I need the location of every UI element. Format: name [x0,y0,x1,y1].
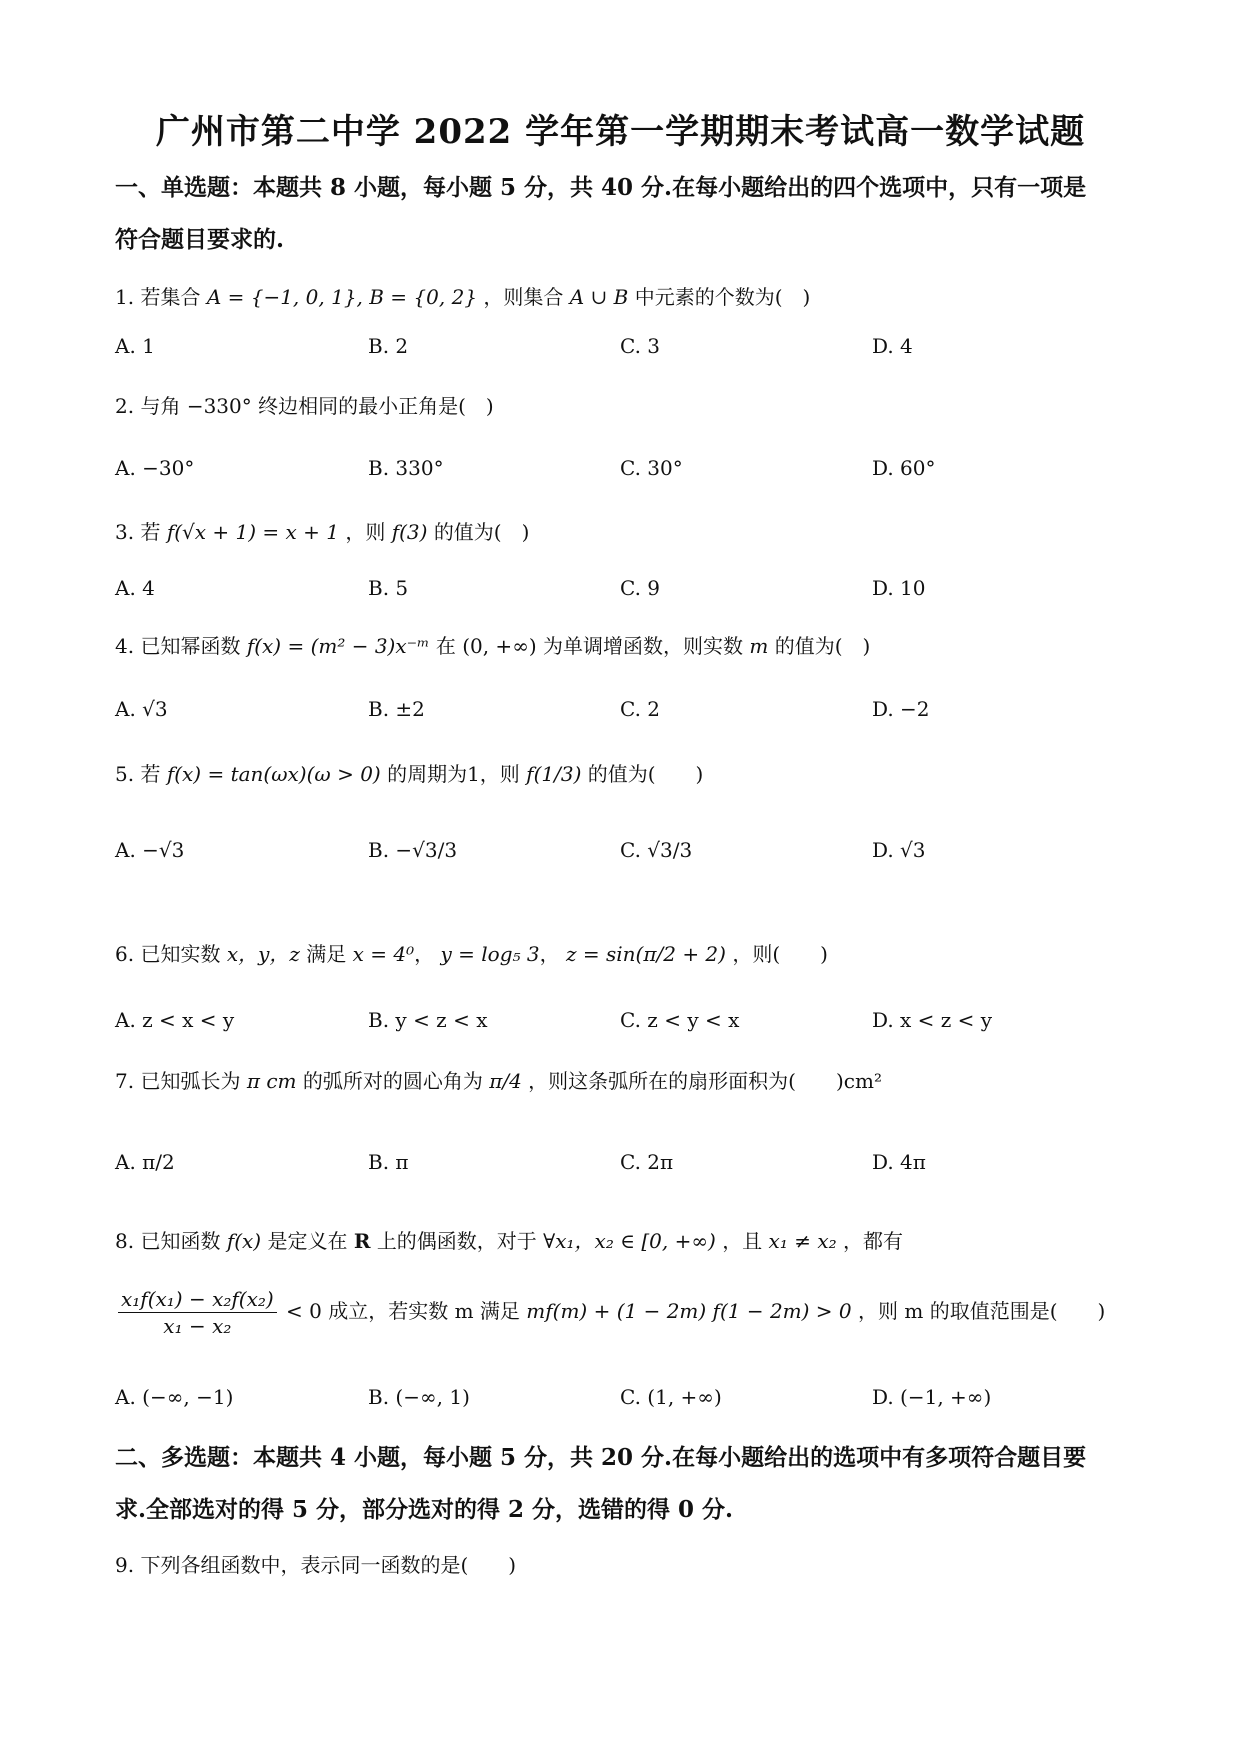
question-6-mid: 满足 [306,942,347,966]
question-9: 9. 下列各组函数中，表示同一函数的是( ) [115,1553,517,1577]
page-title: 广州市第二中学 2022 学年第一学期期末考试高一数学试题 [155,112,1086,152]
option-a[interactable]: A. 4 [115,576,155,600]
question-7-options [115,1150,1135,1190]
option-c[interactable]: C. √3/3 [620,838,693,862]
question-3-options [115,576,1135,616]
question-5-mid: 的周期为1，则 [387,762,520,786]
question-4-options [115,697,1135,737]
option-a[interactable]: A. π/2 [115,1150,175,1174]
question-3 [115,518,1135,546]
question-8-line-2 [115,1286,1135,1339]
option-b[interactable]: B. π [368,1150,409,1174]
option-b[interactable]: B. 5 [368,576,409,600]
question-1-suffix: 中元素的个数为( ) [634,285,811,309]
question-8-fraction [118,1286,277,1339]
question-1-prefix: 1. 若集合 [115,285,201,309]
question-8-mid-2: 上的偶函数，对于 [376,1229,537,1253]
question-8-prefix: 8. 已知函数 [115,1229,221,1253]
question-2-options [115,456,1135,496]
section-1-line-2: 符合题目要求的. [115,226,285,253]
option-c[interactable]: C. z < y < x [620,1008,740,1032]
question-7-math-2: π/4 [489,1069,522,1093]
question-3-prefix: 3. 若 [115,520,161,544]
question-8-options [115,1385,1135,1425]
question-8-line-1 [115,1227,1135,1255]
question-3-suffix: 的值为( ) [433,520,530,544]
question-4-math: f(x) = (m² − 3)x⁻ᵐ [246,634,430,658]
question-6-prefix: 6. 已知实数 [115,942,221,966]
section-2-line-1: 二、多选题：本题共 4 小题，每小题 5 分，共 20 分.在每小题给出的选项中有多项符合题目要 [115,1444,1087,1471]
question-2-suffix: 终边相同的最小正角是( ) [258,394,494,418]
question-5-math: f(x) = tan(ωx)(ω > 0) [166,762,381,786]
question-6-math-3: z = sin(π/2 + 2) [566,942,726,966]
option-d[interactable]: D. 60° [872,456,936,480]
option-c[interactable]: C. 3 [620,334,661,358]
option-a[interactable]: A. −30° [115,456,195,480]
option-b[interactable]: B. (−∞, 1) [368,1385,470,1409]
question-3-mid: ，则 [345,520,386,544]
question-4-math-2: (0, +∞) [462,634,537,658]
option-d[interactable]: D. 4π [872,1150,926,1174]
question-5-suffix: 的值为( ) [587,762,704,786]
option-d[interactable]: D. −2 [872,697,930,721]
question-2-prefix: 2. 与角 [115,394,181,418]
section-1-heading [115,162,1135,266]
option-a[interactable]: A. √3 [115,697,168,721]
question-4-prefix: 4. 已知幂函数 [115,634,241,658]
question-8-math-2: ∀x₁，x₂ ∈ [0, +∞) [543,1229,716,1253]
question-8-math-3: x₁ ≠ x₂ [768,1229,837,1253]
question-4-mid: 在 [435,634,456,658]
question-1-math-2: A ∪ B [569,285,629,309]
question-3-math-2: f(3) [391,520,428,544]
option-b[interactable]: B. 2 [368,334,409,358]
section-1-line-1: 一、单选题：本题共 8 小题，每小题 5 分，共 40 分.在每小题给出的四个选项中，只有一项是 [115,174,1087,201]
section-2-line-2: 求.全部选对的得 5 分，部分选对的得 2 分，选错的得 0 分. [115,1496,734,1523]
question-3-math: f(√x + 1) = x + 1 [166,520,339,544]
option-c[interactable]: C. 2π [620,1150,674,1174]
question-6-vars: x，y，z [226,942,300,966]
question-6-options [115,1008,1135,1048]
question-1 [115,283,1135,311]
section-2-heading [115,1432,1135,1536]
option-b[interactable]: B. ±2 [368,697,425,721]
option-a[interactable]: A. −√3 [115,838,185,862]
question-6-suffix: ，则( ) [732,942,828,966]
option-c[interactable]: C. 2 [620,697,661,721]
question-4 [115,632,1135,660]
question-2-math: −330° [186,394,252,418]
question-7-math: π cm [246,1069,297,1093]
option-b[interactable]: B. −√3/3 [368,838,458,862]
fraction-numerator: x₁f(x₁) − x₂f(x₂) [118,1286,277,1313]
question-8-line-2-mid: < 0 成立，若实数 m 满足 [286,1299,520,1323]
question-2 [115,392,1135,420]
option-a[interactable]: A. 1 [115,334,155,358]
question-4-mid-2: 为单调增函数，则实数 [543,634,744,658]
question-1-math: A = {−1, 0, 1}, B = {0, 2} [206,285,478,309]
question-8-line-2-math: mf(m) + (1 − 2m) f(1 − 2m) > 0 [526,1299,852,1323]
option-a[interactable]: A. z < x < y [115,1008,235,1032]
option-d[interactable]: D. 10 [872,576,926,600]
question-8-mid-3: ，且 [722,1229,763,1253]
question-8-suffix: ，都有 [842,1229,903,1253]
question-8-real-set: R [353,1229,371,1253]
question-7-mid: 的弧所对的圆心角为 [302,1069,483,1093]
question-8-mid: 是定义在 [267,1229,348,1253]
question-7-prefix: 7. 已知弧长为 [115,1069,241,1093]
question-8-line-2-suffix: ，则 m 的取值范围是( ) [858,1299,1106,1323]
option-b[interactable]: B. y < z < x [368,1008,488,1032]
fraction-denominator: x₁ − x₂ [163,1314,232,1338]
option-d[interactable]: D. √3 [872,838,926,862]
question-1-mid: ，则集合 [483,285,564,309]
option-c[interactable]: C. (1, +∞) [620,1385,722,1409]
question-6-math: x = 4⁰ [352,942,415,966]
question-4-suffix: 的值为( ) [774,634,871,658]
question-7 [115,1067,1135,1095]
option-a[interactable]: A. (−∞, −1) [115,1385,234,1409]
option-d[interactable]: D. x < z < y [872,1008,993,1032]
question-5-math-2: f(1/3) [526,762,582,786]
question-5-options [115,838,1135,878]
option-c[interactable]: C. 30° [620,456,683,480]
question-8-math: f(x) [226,1229,262,1253]
option-c[interactable]: C. 9 [620,576,661,600]
question-6: 6. 已知实数 x，y，z 满足 x = 4⁰， y = log₅ 3， z = sin(π/2 + 2) ，则( ) [115,942,828,966]
question-5-prefix: 5. 若 [115,762,161,786]
option-d[interactable]: D. (−1, +∞) [872,1385,992,1409]
question-7-suffix: ，则这条弧所在的扇形面积为( )cm² [528,1069,882,1093]
question-4-math-3: m [749,634,769,658]
question-6-math-2: y = log₅ 3 [440,942,540,966]
question-1-options [115,334,1135,374]
option-d[interactable]: D. 4 [872,334,913,358]
question-5 [115,760,1135,788]
option-b[interactable]: B. 330° [368,456,444,480]
